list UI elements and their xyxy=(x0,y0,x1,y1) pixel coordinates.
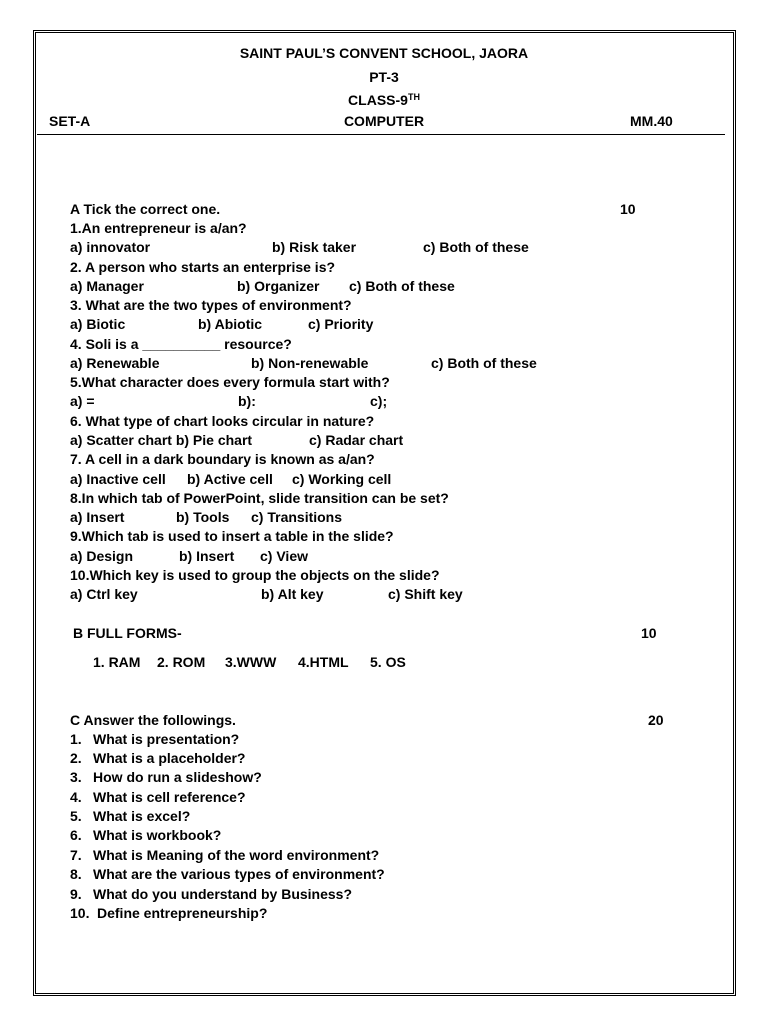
option: a) Inactive cell xyxy=(70,471,166,487)
question-number: 8. xyxy=(70,866,82,882)
option: a) Insert xyxy=(70,509,125,525)
option: b) Tools xyxy=(176,509,230,525)
question-number: 9. xyxy=(70,886,82,902)
question-text: What is a placeholder? xyxy=(93,750,246,766)
option: a) Design xyxy=(70,548,134,564)
option: c) Shift key xyxy=(388,586,463,602)
question-text: What do you understand by Business? xyxy=(93,886,353,902)
option: a) Manager xyxy=(70,278,144,294)
test-name: PT-3 xyxy=(369,69,399,85)
question-number: 5. xyxy=(70,808,82,824)
section-c-title: C Answer the followings. xyxy=(70,712,236,728)
set-label: SET-A xyxy=(49,113,91,129)
section-a-title: A Tick the correct one. xyxy=(70,201,221,217)
option: c) Both of these xyxy=(431,355,537,371)
question-text: What is excel? xyxy=(93,808,191,824)
section-b-marks: 10 xyxy=(641,625,657,641)
question-text: 9.Which tab is used to insert a table in the slide? xyxy=(70,528,394,544)
question-text: 4. Soli is a __________ resource? xyxy=(70,336,292,352)
option: c); xyxy=(370,393,388,409)
option: b) Active cell xyxy=(187,471,273,487)
question-text: What are the various types of environment? xyxy=(93,866,385,882)
question-text: 3. What are the two types of environment? xyxy=(70,297,352,313)
option: b) Organizer xyxy=(237,278,320,294)
option: a) Ctrl key xyxy=(70,586,138,602)
question-text: Define entrepreneurship? xyxy=(97,905,268,921)
option: a) Renewable xyxy=(70,355,160,371)
question-text: What is workbook? xyxy=(93,827,222,843)
option: c) Both of these xyxy=(349,278,455,294)
option: c) Radar chart xyxy=(309,432,404,448)
question-number: 1. xyxy=(70,731,82,747)
class-sup: TH xyxy=(407,92,420,102)
question-text: What is Meaning of the word environment? xyxy=(93,847,380,863)
option: c) Both of these xyxy=(423,239,529,255)
section-a-marks: 10 xyxy=(620,201,636,217)
question-text: What is presentation? xyxy=(93,731,240,747)
question-text: How do run a slideshow? xyxy=(93,769,262,785)
option: a) = xyxy=(70,393,95,409)
option: c) Working cell xyxy=(292,471,392,487)
question-number: 7. xyxy=(70,847,82,863)
full-form-item: 2. ROM xyxy=(157,654,206,670)
class-name xyxy=(0,91,768,109)
class-base: CLASS-9 xyxy=(348,92,408,108)
option: b) Risk taker xyxy=(272,239,357,255)
full-form-item: 3.WWW xyxy=(225,654,277,670)
max-marks: MM.40 xyxy=(630,113,673,129)
question-text: 2. A person who starts an enterprise is? xyxy=(70,259,336,275)
question-text: 10.Which key is used to group the objects on the slide? xyxy=(70,567,440,583)
question-text: 8.In which tab of PowerPoint, slide transition can be set? xyxy=(70,490,449,506)
option: b) Abiotic xyxy=(198,316,263,332)
section-c-marks: 20 xyxy=(648,712,664,728)
question-text: 5.What character does every formula start with? xyxy=(70,374,390,390)
option: c) View xyxy=(260,548,308,564)
question-text: What is cell reference? xyxy=(93,789,246,805)
subject-label: COMPUTER xyxy=(343,113,425,129)
question-text: 6. What type of chart looks circular in nature? xyxy=(70,413,375,429)
option: a) Scatter chart b) Pie chart xyxy=(70,432,253,448)
option: b) Insert xyxy=(179,548,235,564)
question-number: 6. xyxy=(70,827,82,843)
question-text: 7. A cell in a dark boundary is known as a/an? xyxy=(70,451,375,467)
question-number: 3. xyxy=(70,769,82,785)
question-text: 1.An entrepreneur is a/an? xyxy=(70,220,247,236)
section-b-title: B FULL FORMS- xyxy=(73,625,182,641)
full-form-item: 5. OS xyxy=(370,654,406,670)
option: c) Priority xyxy=(308,316,374,332)
option: b) Non-renewable xyxy=(251,355,369,371)
option: b): xyxy=(238,393,256,409)
full-form-item: 4.HTML xyxy=(298,654,349,670)
option: a) innovator xyxy=(70,239,151,255)
question-number: 10. xyxy=(70,905,90,921)
option: a) Biotic xyxy=(70,316,126,332)
full-form-item: 1. RAM xyxy=(93,654,141,670)
header-divider xyxy=(37,134,725,135)
school-name: SAINT PAUL’S CONVENT SCHOOL, JAORA xyxy=(239,45,529,61)
option: c) Transitions xyxy=(251,509,343,525)
question-number: 4. xyxy=(70,789,82,805)
option: b) Alt key xyxy=(261,586,324,602)
question-number: 2. xyxy=(70,750,82,766)
